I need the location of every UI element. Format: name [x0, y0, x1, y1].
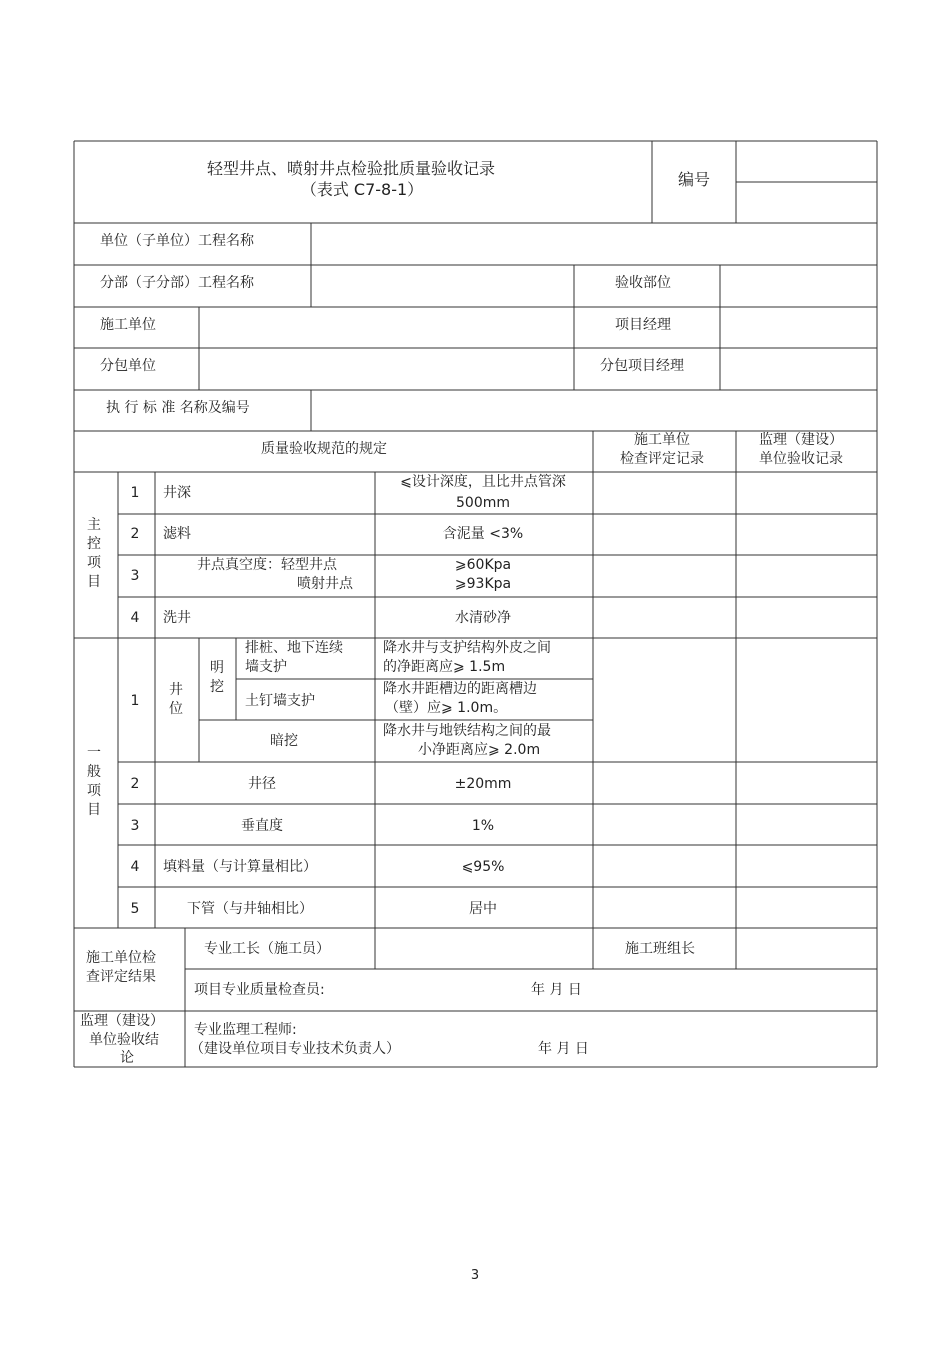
item-number: 4: [130, 610, 140, 626]
item-name: 下管（与井轴相比）: [187, 901, 313, 917]
main-control-label: 项: [87, 555, 101, 571]
item-spec: 降水井与支护结构外皮之间: [383, 640, 551, 656]
item-number: 5: [130, 901, 140, 917]
form-subtitle: （表式 C7-8-1）: [300, 180, 424, 199]
item-spec: 小净距离应⩾ 2.0m: [418, 742, 541, 758]
item-spec: 1%: [471, 818, 495, 834]
construction-record-header: 检查评定记录: [620, 451, 704, 467]
supervisor-record-header: 监理（建设）: [759, 432, 843, 448]
item-spec: ±20mm: [454, 776, 512, 792]
item-spec: 降水井与地铁结构之间的最: [383, 723, 551, 739]
item-number: 1: [130, 693, 140, 709]
item-name: 墙支护: [245, 659, 287, 675]
owner-label: （建设单位项目专业技术负责人）: [190, 1041, 400, 1057]
supervision-date: 年 月 日: [538, 1041, 589, 1057]
item-name: 洗井: [163, 610, 191, 626]
item-spec: 居中: [469, 901, 497, 917]
supervisor-result-label: 单位验收结: [89, 1032, 159, 1048]
subcontract-unit-label: 分包单位: [100, 358, 156, 374]
project-manager-label: 项目经理: [615, 317, 671, 333]
form-title: 轻型井点、喷射井点检验批质量验收记录: [206, 159, 496, 178]
item-name: 垂直度: [241, 818, 283, 834]
item-spec: 500mm: [456, 495, 510, 511]
item-name: 喷射井点: [297, 576, 353, 592]
general-items-label: 一: [87, 745, 101, 761]
general-items-label: 目: [87, 802, 101, 818]
item-spec: 降水井距槽边的距离槽边: [383, 681, 537, 697]
supervisor-result-label: 论: [120, 1050, 134, 1066]
construction-unit-label: 施工单位: [100, 317, 156, 333]
item-name: 滤料: [163, 526, 191, 542]
well-position-label: 井: [169, 682, 183, 698]
spec-header: 质量验收规范的规定: [261, 441, 387, 457]
item-spec: ⩽设计深度，且比井点管深: [400, 474, 566, 490]
item-number: 4: [130, 859, 140, 875]
item-spec: （壁）应⩾ 1.0m。: [385, 700, 508, 716]
open-cut-label: 明: [210, 660, 224, 676]
item-name: 填料量（与计算量相比）: [163, 859, 317, 875]
item-spec: 的净距离应⩾ 1.5m: [383, 659, 506, 675]
item-spec: ⩽95%: [461, 859, 505, 875]
item-name: 土钉墙支护: [245, 693, 315, 709]
item-name: 排桩、地下连续: [245, 640, 343, 656]
item-number: 1: [130, 485, 140, 501]
foreman-label: 专业工长（施工员）: [204, 941, 330, 957]
item-spec: 含泥量 <3%: [442, 526, 524, 542]
item-name: 井深: [163, 485, 191, 501]
subcontract-manager-label: 分包项目经理: [600, 358, 684, 374]
well-position-label: 位: [169, 701, 183, 717]
item-spec: ⩾60Kpa: [454, 557, 512, 573]
construction-result-label: 查评定结果: [86, 969, 156, 985]
number-label: 编号: [677, 170, 711, 189]
item-spec: ⩾93Kpa: [454, 576, 512, 592]
standard-label: 执 行 标 准 名称及编号: [106, 400, 250, 416]
item-name: 暗挖: [270, 733, 298, 749]
engineer-label: 专业监理工程师:: [194, 1022, 297, 1038]
main-control-label: 控: [87, 536, 101, 552]
item-number: 2: [130, 526, 140, 542]
inspection-date: 年 月 日: [531, 982, 582, 998]
item-number: 3: [130, 568, 140, 584]
subunit-name-label: 分部（子分部）工程名称: [100, 275, 254, 291]
acceptance-part-label: 验收部位: [615, 275, 671, 291]
construction-result-label: 施工单位检: [86, 950, 156, 966]
open-cut-label: 挖: [210, 679, 224, 695]
general-items-label: 般: [87, 764, 101, 780]
supervisor-result-label: 监理（建设）: [80, 1013, 164, 1029]
page-number: 3: [470, 1268, 480, 1283]
general-items-label: 项: [87, 783, 101, 799]
item-number: 2: [130, 776, 140, 792]
main-control-label: 主: [87, 517, 101, 533]
item-name: 井径: [248, 776, 276, 792]
construction-record-header: 施工单位: [634, 432, 690, 448]
item-name: 井点真空度：轻型井点: [197, 557, 337, 573]
item-spec: 水清砂净: [455, 610, 511, 626]
unit-name-label: 单位（子单位）工程名称: [100, 233, 254, 249]
main-control-label: 目: [87, 574, 101, 590]
team-leader-label: 施工班组长: [625, 941, 695, 957]
supervisor-record-header: 单位验收记录: [759, 451, 843, 467]
item-number: 3: [130, 818, 140, 834]
inspector-label: 项目专业质量检查员:: [194, 982, 325, 998]
